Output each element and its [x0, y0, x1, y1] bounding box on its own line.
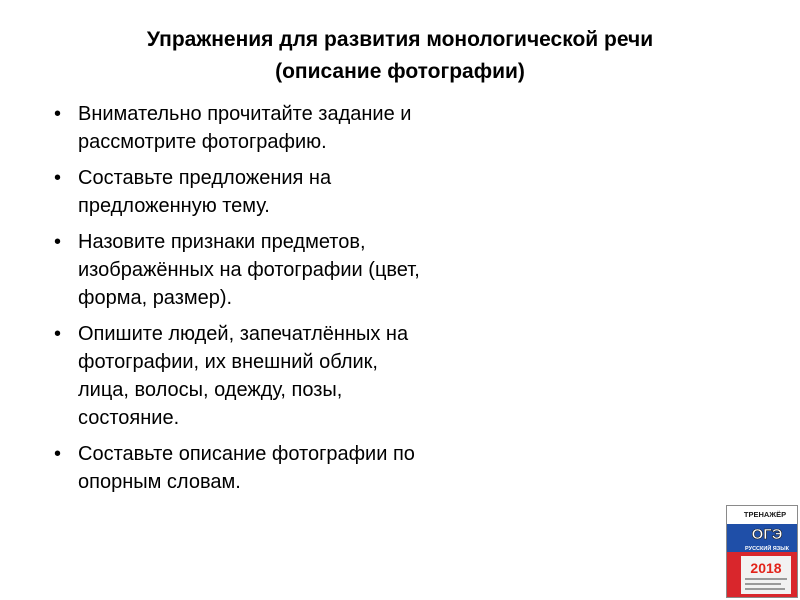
bullet-line: форма, размер).: [78, 287, 233, 309]
book-cover-image: [726, 505, 798, 598]
bullet-item: [48, 164, 548, 220]
bullet-list: [48, 100, 548, 504]
bullet-line: Составьте предложения на: [78, 167, 332, 189]
cover-header-text: ТРЕНАЖЁР: [743, 510, 787, 519]
bullet-line: рассмотрите фотографию.: [78, 131, 327, 153]
bullet-line: фотографии, их внешний облик,: [78, 351, 378, 373]
bullet-line: Внимательно прочитайте задание и: [78, 103, 412, 125]
cover-detail-line: [745, 588, 785, 590]
bullet-line: предложенную тему.: [78, 195, 270, 217]
bullet-line: Назовите признаки предметов,: [78, 231, 366, 253]
title-line-2: (описание фотографии): [275, 60, 525, 83]
bullet-item: [48, 320, 548, 432]
bullet-line: лица, волосы, одежду, позы,: [78, 379, 343, 401]
bullet-item: [48, 228, 548, 312]
bullet-item: [48, 100, 548, 156]
bullet-dot: •: [54, 167, 62, 189]
cover-subject-text: РУССКИЙ ЯЗЫК: [745, 546, 789, 552]
cover-year-text: 2018: [750, 560, 782, 576]
bullet-dot: •: [54, 443, 62, 465]
bullet-item: [48, 440, 548, 496]
title-line-1: Упражнения для развития монологической речи: [146, 28, 654, 51]
cover-detail-line: [745, 583, 781, 585]
bullet-dot: •: [54, 323, 62, 345]
bullet-line: изображённых на фотографии (цвет,: [78, 259, 420, 281]
bullet-line: Составьте описание фотографии по: [78, 443, 415, 465]
cover-detail-line: [745, 578, 787, 580]
bullet-line: Опишите людей, запечатлённых на: [78, 323, 409, 345]
slide-title: [60, 24, 740, 88]
bullet-line: состояние.: [78, 407, 180, 429]
book-cover-graphic: [727, 506, 797, 597]
cover-exam-text: ОГЭ: [751, 526, 783, 543]
bullet-dot: •: [54, 103, 62, 125]
bullet-line: опорным словам.: [78, 471, 241, 493]
bullet-dot: •: [54, 231, 62, 253]
